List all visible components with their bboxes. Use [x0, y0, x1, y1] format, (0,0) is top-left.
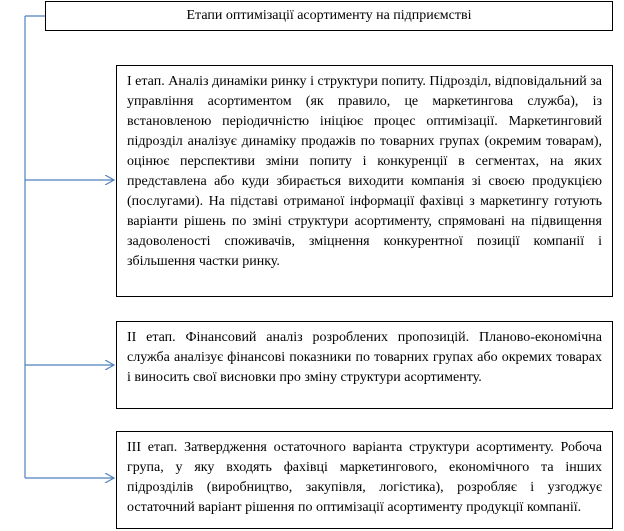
stage-2-box — [116, 321, 613, 409]
diagram-title: Етапи оптимізації асортименту на підприємстві — [186, 8, 472, 23]
stage-1-box — [116, 65, 613, 297]
stage-3-box — [116, 431, 613, 529]
diagram-title-box — [45, 1, 613, 31]
stage-1-text: І етап. Аналіз динаміки ринку і структури попиту. Підрозділ, відповідальний за управління асортиментом (як правило, це маркетингова служба), із встановленою періодичністю ініціює процес оптимізації. Маркетинговий підрозділ аналізує динаміку продажів по товарних групах (окремим товарам), оцінює перспективи зміни попиту і конкуренції в сегментах, на яких представлена або куди збирається виходити компанія зі своєю продукцією (послугами). На підставі отриманої інформації фахівці з маркетингу готують варіанти рішень по зміні структури асортименту, спрямовані на підвищення задоволеності споживачів, зміцнення конкурентної позиції компанії і збільшення частки ринку. — [127, 74, 602, 269]
stage-3-text: ІІІ етап. Затвердження остаточного варіанта структури асортименту. Робоча група, у яку входять фахівці маркетингового, економічного та інших підрозділів (виробництво, закупівля, логістика), розробляє і узгоджує остаточний варіант рішення по оптимізації асортименту продукції компанії. — [127, 440, 602, 515]
stage-2-text: ІІ етап. Фінансовий аналіз розроблених пропозицій. Планово-економічна служба аналізує фінансові показники по товарних групах або окремих товарах і виносить свої висновки про зміну структури асортименту. — [127, 330, 602, 385]
